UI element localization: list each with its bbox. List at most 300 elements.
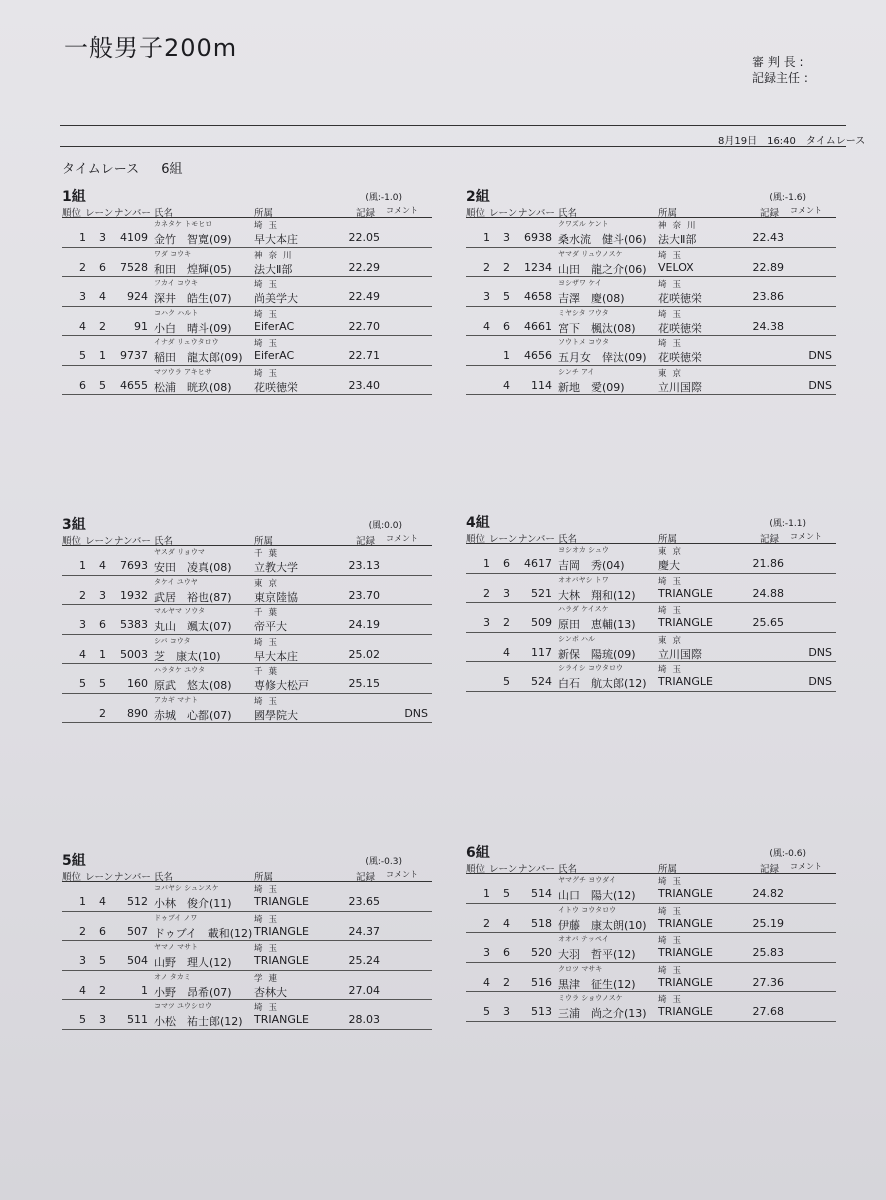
time-cell: 22.70	[348, 319, 380, 333]
prefecture: 埼玉	[658, 576, 688, 587]
header-club: 所属	[254, 872, 274, 883]
prefecture: 埼玉	[658, 339, 688, 349]
athlete-name: 山口 陽大(12)	[558, 889, 636, 902]
athlete-name: 松浦 晄玖(08)	[154, 380, 232, 394]
header-time: 記録	[356, 872, 376, 883]
column-header	[62, 203, 432, 218]
name-kana: ミヤシタ フウタ	[558, 308, 609, 317]
prefecture: 東京	[658, 635, 688, 646]
comment-cell: DNS	[404, 706, 428, 720]
name-kana: ヤマノ マサト	[154, 943, 199, 951]
lane-cell: 3	[99, 231, 106, 244]
rank-cell: 5	[79, 677, 86, 690]
wind-reading: (風:-0.3)	[365, 857, 402, 867]
result-rows	[466, 544, 836, 692]
athlete-name: 丸山 颯太(07)	[154, 620, 232, 633]
header-time: 記録	[760, 208, 780, 219]
athlete-name: 小林 俊介(11)	[154, 897, 232, 910]
group-title: 2組	[466, 189, 490, 205]
header-time: 記録	[356, 536, 376, 547]
race-type: タイムレース	[62, 162, 140, 177]
header-bib: ナンバー	[114, 872, 151, 883]
name-kana: オオバヤシ トワ	[558, 575, 609, 584]
header-name: 氏名	[558, 534, 578, 545]
bib-cell: 524	[531, 675, 552, 688]
athlete-name: 小松 祐士郎(12)	[154, 1015, 243, 1028]
rank-cell: 1	[483, 231, 490, 244]
column-header	[62, 867, 432, 882]
lane-cell: 1	[99, 647, 106, 661]
rank-cell: 1	[79, 559, 86, 572]
athlete-name: 深井 皓生(07)	[154, 292, 232, 305]
name-kana: ハラタケ ユウタ	[154, 666, 206, 674]
lane-cell: 5	[99, 677, 106, 690]
name-kana: カネタケ トモヒロ	[154, 220, 213, 228]
athlete-name: 和田 煌輝(05)	[154, 262, 232, 276]
club-cell: EiferAC	[254, 349, 295, 362]
bib-cell: 511	[127, 1013, 148, 1026]
name-kana: イトウ コウタロウ	[558, 905, 617, 914]
header-bib: ナンバー	[518, 208, 555, 219]
rank-cell: 2	[483, 916, 490, 930]
bib-cell: 520	[531, 946, 552, 959]
table-row	[466, 963, 836, 993]
time-cell: 25.02	[348, 647, 380, 661]
bib-cell: 1932	[120, 588, 148, 602]
time-cell: 25.83	[752, 946, 784, 959]
header-name: 氏名	[558, 208, 578, 219]
lane-cell: 2	[503, 260, 510, 274]
lane-cell: 2	[503, 975, 510, 989]
header-divider	[60, 125, 846, 126]
rank-cell: 1	[483, 887, 490, 900]
name-kana: フカイ コウキ	[154, 279, 198, 287]
athlete-name: 新地 愛(09)	[558, 380, 625, 394]
result-group	[466, 512, 836, 692]
time-cell: 23.40	[348, 378, 380, 392]
athlete-name: 原武 悠太(08)	[154, 679, 232, 692]
table-row	[466, 366, 836, 396]
name-kana: オノ タカミ	[154, 972, 191, 981]
rank-cell: 1	[483, 557, 490, 570]
table-row	[466, 904, 836, 934]
bib-cell: 521	[531, 586, 552, 600]
header-time: 記録	[356, 208, 376, 219]
club-cell: 早大本庄	[254, 649, 298, 663]
athlete-name: 武居 裕也(87)	[154, 590, 232, 604]
lane-cell: 3	[99, 1013, 106, 1026]
athlete-name: 吉澤 慶(08)	[558, 292, 625, 305]
lane-cell: 6	[99, 618, 106, 631]
table-row	[62, 248, 432, 278]
bib-cell: 507	[127, 924, 148, 938]
table-row	[62, 336, 432, 366]
club-cell: VELOX	[658, 260, 694, 274]
time-cell: 22.43	[752, 231, 784, 244]
name-kana: タケイ ユウヤ	[154, 577, 198, 586]
athlete-name: 五月女 倖汰(09)	[558, 351, 647, 364]
athlete-name: 大羽 哲平(12)	[558, 948, 636, 961]
header-bib: ナンバー	[114, 536, 151, 547]
club-cell: TRIANGLE	[658, 616, 713, 629]
bib-cell: 509	[531, 616, 552, 629]
prefecture: 埼玉	[658, 309, 688, 320]
name-kana: ヤマグチ ヨウダイ	[558, 876, 617, 884]
club-cell: EiferAC	[254, 319, 295, 333]
time-cell: 24.82	[752, 887, 784, 900]
rank-cell: 5	[79, 1013, 86, 1026]
lane-cell: 2	[503, 616, 510, 629]
athlete-name: 安田 凌真(08)	[154, 561, 232, 574]
bib-cell: 4658	[524, 290, 552, 303]
club-cell: TRIANGLE	[658, 887, 713, 900]
club-cell: 花咲徳栄	[658, 292, 702, 305]
prefecture: 東京	[254, 578, 284, 589]
club-cell: TRIANGLE	[658, 946, 713, 959]
header-rank: 順位	[466, 534, 486, 545]
wind-reading: (風:-0.6)	[769, 849, 806, 859]
lane-cell: 4	[503, 916, 510, 930]
time-cell: 22.71	[348, 349, 380, 362]
athlete-name: 白石 航太郎(12)	[558, 677, 647, 690]
lane-cell: 1	[99, 349, 106, 362]
table-row	[466, 307, 836, 337]
lane-cell: 4	[99, 895, 106, 908]
time-cell: 24.38	[752, 319, 784, 333]
club-cell: 花咲徳栄	[254, 380, 298, 394]
header-rank: 順位	[466, 864, 486, 875]
rank-cell: 4	[483, 319, 490, 333]
column-header	[62, 531, 432, 546]
bib-cell: 117	[531, 645, 552, 659]
club-cell: 法大Ⅱ部	[658, 233, 697, 246]
lane-cell: 6	[99, 924, 106, 938]
table-row	[62, 277, 432, 307]
lane-cell: 4	[99, 559, 106, 572]
lane-cell: 5	[503, 675, 510, 688]
athlete-name: 小白 晴斗(09)	[154, 321, 232, 335]
prefecture: 神奈川	[254, 250, 298, 261]
header-lane: レーン	[85, 208, 114, 219]
time-cell: 22.49	[348, 290, 380, 303]
prefecture: 埼玉	[254, 637, 284, 648]
lane-cell: 6	[503, 557, 510, 570]
time-cell: 27.04	[348, 983, 380, 997]
header-lane: レーン	[489, 208, 518, 219]
athlete-name: 小野 昂希(07)	[154, 985, 232, 999]
table-row	[466, 633, 836, 663]
name-kana: シバ コウタ	[154, 636, 191, 645]
group-count: 6組	[161, 162, 183, 177]
header-club: 所属	[658, 534, 678, 545]
rank-cell: 4	[79, 983, 86, 997]
time-cell: 25.15	[348, 677, 380, 690]
club-cell: 立川国際	[658, 380, 702, 394]
officials-block	[752, 54, 808, 86]
rank-cell: 1	[79, 231, 86, 244]
time-cell: 25.65	[752, 616, 784, 629]
club-cell: 帝平大	[254, 620, 287, 633]
table-row	[466, 874, 836, 904]
recorder-label: 記録主任 :	[752, 71, 808, 85]
name-kana: マツウラ アキヒサ	[154, 367, 212, 376]
comment-cell: DNS	[808, 645, 832, 659]
bib-cell: 4656	[524, 349, 552, 362]
bib-cell: 160	[127, 677, 148, 690]
name-kana: ヤマダ リュウノスケ	[558, 249, 623, 258]
lane-cell: 5	[99, 954, 106, 967]
athlete-name: 山田 龍之介(06)	[558, 262, 647, 276]
lane-cell: 6	[503, 319, 510, 333]
athlete-name: ドゥブイ 載和(12)	[154, 926, 253, 940]
bib-cell: 114	[531, 378, 552, 392]
prefecture: 埼玉	[254, 339, 284, 349]
table-row	[466, 218, 836, 248]
athlete-name: 原田 恵輔(13)	[558, 618, 636, 631]
header-bib: ナンバー	[114, 208, 151, 219]
bib-cell: 5383	[120, 618, 148, 631]
name-kana: シンチ アイ	[558, 367, 595, 376]
bib-cell: 924	[127, 290, 148, 303]
time-cell: 23.86	[752, 290, 784, 303]
time-cell: 25.24	[348, 954, 380, 967]
bib-cell: 7528	[120, 260, 148, 274]
rank-cell: 2	[483, 260, 490, 274]
table-row	[62, 664, 432, 694]
comment-cell: DNS	[808, 675, 832, 688]
header-comment: コメント	[386, 206, 418, 215]
prefecture: 埼玉	[658, 965, 688, 976]
bib-cell: 516	[531, 975, 552, 989]
table-row	[62, 882, 432, 912]
header-comment: コメント	[386, 534, 418, 543]
prefecture: 神奈川	[658, 221, 702, 231]
prefecture: 埼玉	[658, 280, 688, 290]
rank-cell: 4	[483, 975, 490, 989]
athlete-name: 山野 理人(12)	[154, 956, 232, 969]
rank-cell: 5	[483, 1005, 490, 1018]
bib-cell: 4617	[524, 557, 552, 570]
result-group	[62, 514, 432, 723]
bib-cell: 4661	[524, 319, 552, 333]
group-title: 5組	[62, 853, 86, 869]
name-kana: ヨシオカ シュウ	[558, 546, 609, 554]
name-kana: クロツ マサキ	[558, 964, 603, 973]
table-row	[62, 218, 432, 248]
result-rows	[62, 546, 432, 723]
header-rank: 順位	[466, 208, 486, 219]
club-cell: TRIANGLE	[658, 1005, 713, 1018]
club-cell: 慶大	[658, 559, 680, 572]
club-cell: 花咲徳栄	[658, 321, 702, 335]
bib-cell: 518	[531, 916, 552, 930]
name-kana: コバヤシ シュンスケ	[154, 884, 219, 892]
bib-cell: 512	[127, 895, 148, 908]
table-row	[466, 574, 836, 604]
group-title: 3組	[62, 517, 86, 533]
bib-cell: 504	[127, 954, 148, 967]
column-header	[466, 529, 836, 544]
club-cell: 専修大松戸	[254, 679, 309, 692]
table-row	[466, 277, 836, 307]
header-lane: レーン	[489, 864, 518, 875]
group-title: 4組	[466, 515, 490, 531]
rank-cell: 3	[79, 954, 86, 967]
name-kana: マルヤマ ソウタ	[154, 607, 206, 615]
rank-cell: 6	[79, 378, 86, 392]
rank-cell: 3	[483, 616, 490, 629]
header-lane: レーン	[489, 534, 518, 545]
group-title: 6組	[466, 845, 490, 861]
club-cell: TRIANGLE	[254, 924, 309, 938]
prefecture: 埼玉	[254, 1003, 284, 1013]
athlete-name: 三浦 尚之介(13)	[558, 1007, 647, 1020]
name-kana: イナダ リュウタロウ	[154, 338, 219, 346]
time-cell: 22.05	[348, 231, 380, 244]
table-row	[62, 912, 432, 942]
header-time: 記録	[760, 534, 780, 545]
bib-cell: 513	[531, 1005, 552, 1018]
table-row	[466, 662, 836, 692]
header-club: 所属	[254, 536, 274, 547]
table-row	[62, 605, 432, 635]
athlete-name: 吉岡 秀(04)	[558, 559, 625, 572]
club-cell: TRIANGLE	[658, 675, 713, 688]
table-row	[62, 546, 432, 576]
result-group	[62, 850, 432, 1030]
athlete-name: 宮下 楓汰(08)	[558, 321, 636, 335]
bib-cell: 4109	[120, 231, 148, 244]
rank-cell: 1	[79, 895, 86, 908]
bib-cell: 91	[134, 319, 148, 333]
lane-cell: 4	[503, 645, 510, 659]
lane-cell: 3	[503, 586, 510, 600]
athlete-name: 桑水流 健斗(06)	[558, 233, 647, 246]
table-row	[62, 576, 432, 606]
time-cell: 23.13	[348, 559, 380, 572]
result-group	[466, 842, 836, 1022]
name-kana: コマツ ユウシロウ	[154, 1002, 213, 1010]
club-cell: TRIANGLE	[254, 954, 309, 967]
club-cell: 立川国際	[658, 647, 702, 661]
bib-cell: 5003	[120, 647, 148, 661]
table-row	[466, 992, 836, 1022]
subheader-divider	[60, 146, 846, 147]
bib-cell: 1	[141, 983, 148, 997]
lane-cell: 3	[503, 231, 510, 244]
table-row	[62, 971, 432, 1001]
time-cell: 28.03	[348, 1013, 380, 1026]
time-cell: 23.65	[348, 895, 380, 908]
club-cell: 花咲徳栄	[658, 351, 702, 364]
prefecture: 埼玉	[254, 696, 284, 707]
name-kana: シンボ ハル	[558, 634, 596, 643]
club-cell: TRIANGLE	[254, 1013, 309, 1026]
prefecture: 埼玉	[254, 280, 284, 290]
lane-cell: 4	[503, 378, 510, 392]
name-kana: シライシ コウタロウ	[558, 664, 623, 672]
rank-cell: 3	[483, 946, 490, 959]
prefecture: 埼玉	[658, 906, 688, 917]
athlete-name: 金竹 智寛(09)	[154, 233, 232, 246]
page-title: 一般男子200m	[64, 34, 238, 62]
header-comment: コメント	[790, 206, 822, 215]
rank-cell: 3	[79, 290, 86, 303]
prefecture: 東京	[658, 368, 688, 379]
prefecture: 埼玉	[254, 368, 284, 379]
result-rows	[466, 874, 836, 1022]
prefecture: 埼玉	[658, 665, 688, 675]
result-group	[62, 186, 432, 395]
lane-cell: 2	[99, 706, 106, 720]
table-row	[62, 1000, 432, 1030]
prefecture: 埼玉	[254, 885, 284, 895]
comment-cell: DNS	[808, 349, 832, 362]
bib-cell: 6938	[524, 231, 552, 244]
bib-cell: 890	[127, 706, 148, 720]
time-cell: 25.19	[752, 916, 784, 930]
club-cell: 東京陸協	[254, 590, 298, 604]
rank-cell: 3	[483, 290, 490, 303]
athlete-name: 新保 陽琉(09)	[558, 647, 636, 661]
athlete-name: 伊藤 康太朗(10)	[558, 918, 647, 932]
club-cell: TRIANGLE	[658, 975, 713, 989]
athlete-name: 稲田 龍太郎(09)	[154, 351, 243, 364]
lane-cell: 4	[99, 290, 106, 303]
race-info	[62, 158, 201, 177]
header-club: 所属	[658, 864, 678, 875]
table-row	[62, 366, 432, 396]
prefecture: 千葉	[254, 549, 284, 559]
club-cell: 杏林大	[254, 985, 287, 999]
club-cell: 尚美学大	[254, 292, 298, 305]
result-rows	[62, 218, 432, 395]
prefecture: 埼玉	[254, 914, 284, 925]
prefecture: 埼玉	[658, 995, 688, 1005]
lane-cell: 5	[99, 378, 106, 392]
club-cell: 早大本庄	[254, 233, 298, 246]
header-bib: ナンバー	[518, 534, 555, 545]
name-kana: オオバ テッペイ	[558, 935, 609, 943]
rank-cell: 2	[79, 924, 86, 938]
athlete-name: 黒津 征生(12)	[558, 977, 636, 991]
header-time: 記録	[760, 864, 780, 875]
header-rank: 順位	[62, 208, 82, 219]
name-kana: コハク ハルト	[154, 308, 199, 317]
result-group	[466, 186, 836, 395]
rank-cell: 2	[79, 588, 86, 602]
club-cell: 立教大学	[254, 561, 298, 574]
lane-cell: 3	[503, 1005, 510, 1018]
comment-cell: DNS	[808, 378, 832, 392]
prefecture: 埼玉	[658, 606, 688, 616]
rank-cell: 2	[483, 586, 490, 600]
bib-cell: 1234	[524, 260, 552, 274]
time-cell: 22.29	[348, 260, 380, 274]
lane-cell: 5	[503, 887, 510, 900]
column-header	[466, 859, 836, 874]
column-header	[466, 203, 836, 218]
time-cell: 27.36	[752, 975, 784, 989]
table-row	[62, 941, 432, 971]
time-cell: 24.37	[348, 924, 380, 938]
referee-label: 審 判 長 :	[752, 55, 804, 69]
lane-cell: 1	[503, 349, 510, 362]
name-kana: ミウラ ショウノスケ	[558, 994, 623, 1002]
name-kana: アカギ マナト	[154, 695, 199, 704]
prefecture: 埼玉	[254, 221, 284, 231]
date-time-line: 8月19日 16:40 タイムレース	[718, 136, 866, 147]
